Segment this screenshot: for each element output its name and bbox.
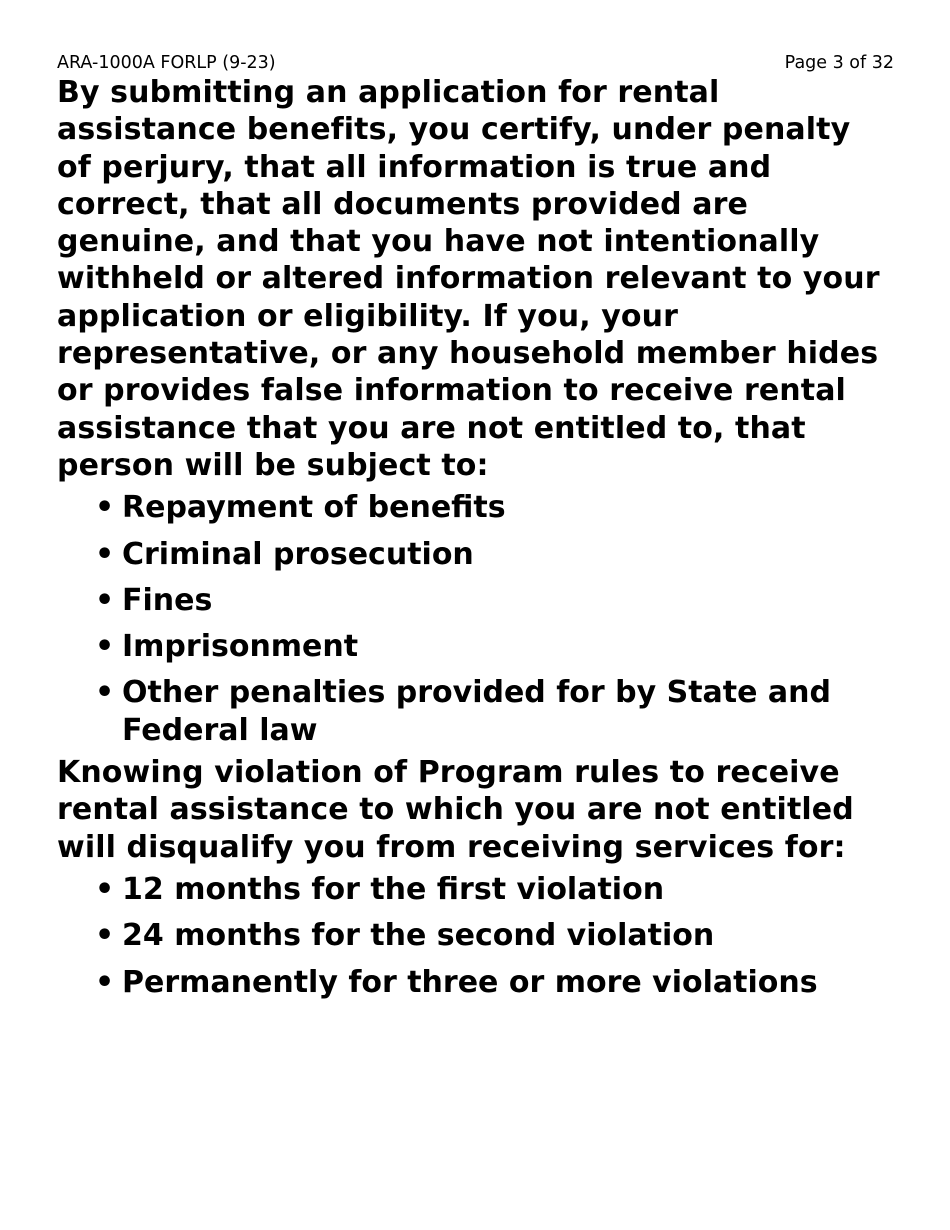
list-item-text: Criminal prosecution — [122, 536, 474, 572]
list-item-text: Permanently for three or more violations — [122, 964, 818, 1000]
list-item — [95, 489, 894, 526]
bullet-icon: • — [95, 675, 115, 711]
violation-paragraph: Knowing violation of Program rules to receive rental assistance to which you are not entitled will disqualify you from receiving services for: — [57, 755, 854, 865]
bullet-icon: • — [95, 629, 115, 665]
list-item-text: Repayment of benefits — [122, 490, 506, 526]
list-item — [95, 536, 894, 573]
form-id: ARA-1000A FORLP (9-23) — [57, 53, 276, 73]
page-header — [57, 52, 894, 74]
bullet-icon: • — [95, 582, 115, 618]
bullet-icon: • — [95, 536, 115, 572]
list-item-text: 12 months for the first violation — [122, 871, 665, 907]
page-number: Page 3 of 32 — [784, 53, 894, 73]
bullet-icon: • — [95, 918, 115, 954]
list-item-text: 24 months for the second violation — [122, 918, 715, 954]
list-item — [95, 582, 894, 619]
disqualification-list — [57, 871, 894, 1001]
bullet-icon: • — [95, 964, 115, 1000]
list-item-text: Imprisonment — [122, 629, 359, 665]
list-item — [95, 674, 894, 749]
list-item — [95, 871, 894, 908]
bullet-icon: • — [95, 490, 115, 526]
bullet-icon: • — [95, 871, 115, 907]
list-item — [95, 917, 894, 954]
penalties-list — [57, 489, 894, 749]
list-item — [95, 964, 894, 1001]
list-item — [95, 628, 894, 665]
list-item-text: Fines — [122, 582, 213, 618]
list-item-text: Other penalties provided for by State and Federal law — [122, 675, 831, 748]
certification-paragraph: By submitting an application for rental assistance benefits, you certify, under penalty of perjury, that all information is true and correct, that all documents provided are genuine, and that you have not intentionally withheld or altered information relevant to your application or eligibility. If you, your representative, or any household member hides or provides false information to receive rental assistance that you are not entitled to, that person will be subject to: — [57, 75, 880, 483]
